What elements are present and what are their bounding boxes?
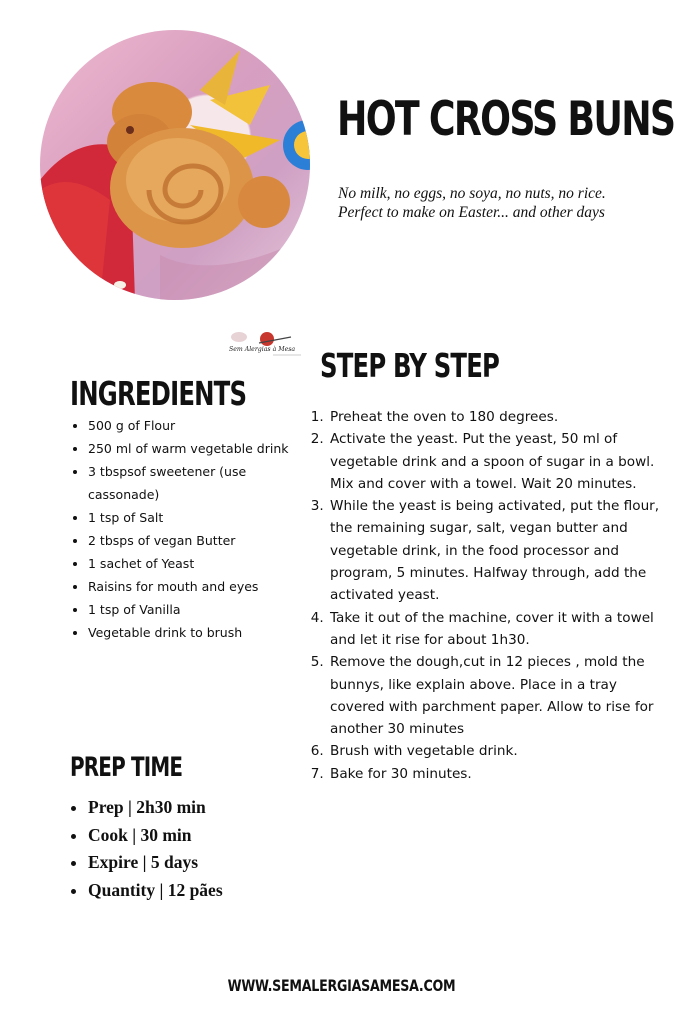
recipe-title: HOT CROSS BUNS — [337, 92, 675, 147]
ingredients-heading: INGREDIENTS — [70, 374, 247, 413]
list-item: • 500 g of Flour — [88, 414, 318, 437]
bunny-bun-photo — [40, 30, 310, 300]
list-item: 1. Preheat the oven to 180 degrees. — [328, 406, 663, 428]
list-item: • 1 sachet of Yeast — [88, 552, 318, 575]
website-url[interactable]: WWW.SEMALERGIASAMESA.COM — [227, 976, 456, 995]
recipe-subtitle — [338, 184, 658, 222]
prep-time-list — [70, 794, 223, 904]
subtitle-line: Perfect to make on Easter... and other days — [338, 204, 605, 221]
list-item: 5. Remove the dough,cut in 12 pieces , mold the bunnys, like explain above. Place in a tray covered with parchment paper. Allow to rise for another 30 minutes — [328, 651, 663, 740]
ingredients-list — [70, 414, 318, 644]
list-item: 6. Brush with vegetable drink. — [328, 740, 663, 762]
list-item: 4. Take it out of the machine, cover it with a towel and let it rise for about 1h30. — [328, 607, 663, 652]
list-item: • 3 tbspsof sweetener (use cassonade) — [88, 460, 318, 506]
brand-logo — [225, 327, 305, 367]
subtitle-line: No milk, no eggs, no soya, no nuts, no rice. — [338, 185, 606, 202]
list-item: • Raisins for mouth and eyes — [88, 575, 318, 598]
list-item: 3. While the yeast is being activated, put the flour, the remaining sugar, salt, vegan butter and vegetable drink, in the food processor and program, 5 minutes. Halfway through, add the activated yeast. — [328, 495, 663, 606]
list-item: 7. Bake for 30 minutes. — [328, 763, 663, 785]
list-item: • 250 ml of warm vegetable drink — [88, 437, 318, 460]
prep-time-heading: PREP TIME — [70, 752, 183, 783]
list-item: • Prep | 2h30 min — [88, 794, 223, 822]
list-item: • 2 tbsps of vegan Butter — [88, 529, 318, 552]
bunny-bun-illustration — [40, 30, 310, 300]
list-item: 2. Activate the yeast. Put the yeast, 50 ml of vegetable drink and a spoon of sugar in a bowl. Mix and cover with a towel. Wait 20 minutes. — [328, 428, 663, 495]
list-item: • Vegetable drink to brush — [88, 621, 318, 644]
steps-heading: STEP BY STEP — [320, 346, 500, 385]
list-item: • 1 tsp of Salt — [88, 506, 318, 529]
logo-text: Sem Alergias à Mesa — [229, 346, 296, 353]
list-item: • 1 tsp of Vanilla — [88, 598, 318, 621]
list-item: • Cook | 30 min — [88, 822, 223, 850]
list-item: • Expire | 5 days — [88, 849, 223, 877]
steps-list — [306, 406, 663, 785]
list-item: • Quantity | 12 pães — [88, 877, 223, 905]
